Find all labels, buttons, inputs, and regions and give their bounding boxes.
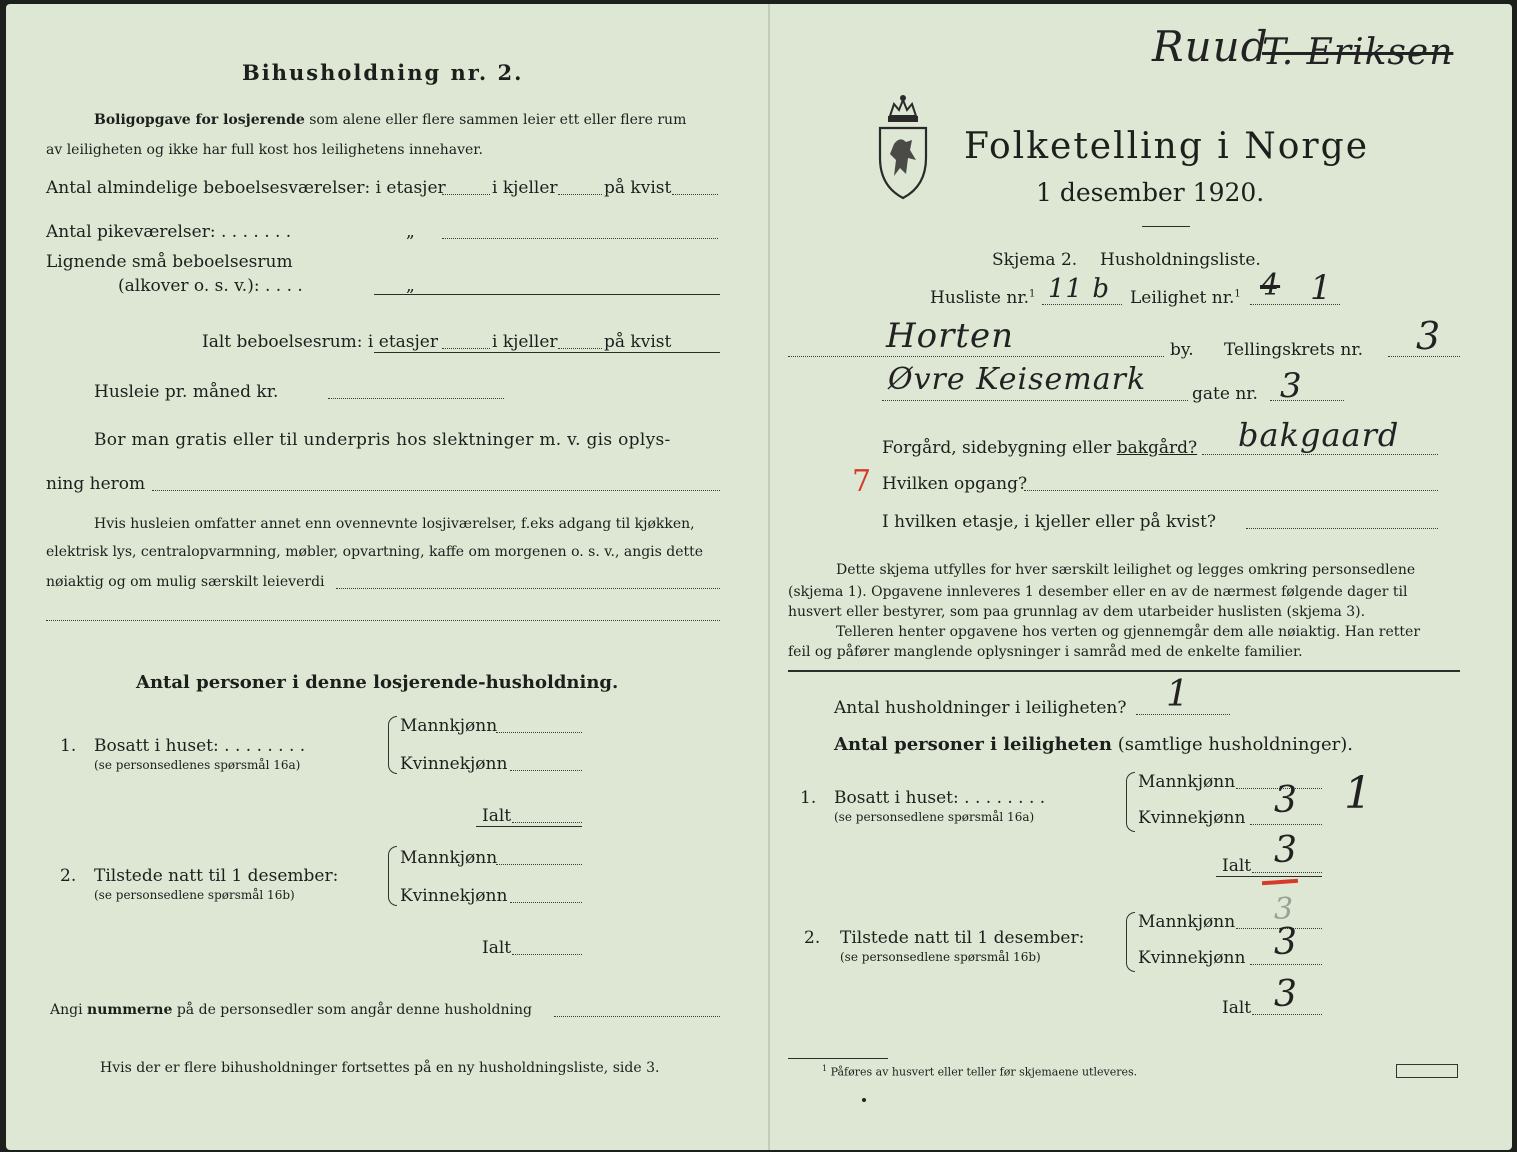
total-attic-label: på kvist — [604, 332, 672, 352]
hw-by: Horten — [886, 316, 1015, 356]
right-q1-female-field[interactable] — [1250, 824, 1322, 825]
leilighet-label: Leilighet nr.$^1$ — [1130, 288, 1241, 308]
hw-top-struck-name: T. Eriksen — [1262, 32, 1454, 73]
hw-top-name: Ruud — [1152, 22, 1269, 71]
free-line1: Bor man gratis eller til underpris hos slektninger m. v. gis oplys- — [94, 430, 671, 450]
census-form-sheet — [6, 4, 1512, 1150]
left-q1-num: 1. — [60, 736, 77, 756]
rooms-cellar-label: i kjeller — [492, 178, 558, 198]
left-persons-title: Antal personer i denne losjerende-husholdning. — [136, 672, 619, 693]
ink-dot — [862, 1098, 866, 1102]
rent-label: Husleie pr. måned kr. — [94, 382, 279, 402]
rooms-attic-label: på kvist — [604, 178, 672, 198]
title-rule — [1142, 226, 1190, 227]
left-q1-male-label: Mannkjønn — [400, 716, 498, 736]
similar-rooms-label-2: (alkover o. s. v.): . . . . — [118, 276, 303, 296]
left-q1-brace — [388, 716, 397, 774]
red-correction-mark — [1262, 879, 1298, 886]
similar-rooms-field[interactable] — [374, 294, 720, 295]
note-field[interactable] — [336, 588, 720, 589]
left-q2-sub: (se personsedlene spørsmål 16b) — [94, 888, 295, 902]
left-q2-male-field[interactable] — [496, 864, 582, 865]
left-q2-female-field[interactable] — [510, 902, 582, 903]
page-fold — [768, 4, 770, 1150]
left-q2-male-label: Mannkjønn — [400, 848, 498, 868]
similar-rooms-label-1: Lignende små beboelsesrum — [46, 252, 293, 272]
total-rooms-label: Ialt beboelsesrum: i etasjer — [202, 332, 438, 352]
instructions-4: Telleren henter opgavene hos verten og gjennemgår dem alle nøiaktig. Han retter — [836, 624, 1421, 640]
by-label: by. — [1170, 340, 1194, 360]
hw-entrance-mark: 7 — [852, 464, 873, 499]
footnote-rule — [788, 1058, 888, 1059]
instructions-2: (skjema 1). Opgavene innleveres 1 desember eller en av de nærmest følgende dager til — [788, 584, 1408, 600]
right-q1-total-field[interactable] — [1252, 872, 1322, 873]
numbers-angi: Angi — [50, 1002, 83, 1018]
left-intro-line2: av leiligheten og ikke har full kost hos leilighetens innehaver. — [46, 142, 483, 158]
note-line1: Hvis husleien omfatter annet enn ovennevnte losjiværelser, f.eks adgang til kjøkken, — [94, 516, 695, 532]
left-q1-total-underline — [476, 826, 582, 827]
hw-krets: 3 — [1416, 314, 1442, 358]
census-date: 1 desember 1920. — [1036, 178, 1265, 207]
building-label — [882, 438, 1197, 458]
hw-gate: Øvre Keisemark — [888, 362, 1147, 397]
right-q1-female-label: Kvinnekjønn — [1138, 808, 1246, 828]
hw-q1-total: 3 — [1274, 830, 1298, 871]
hw-q2-male-struck: 3 — [1274, 892, 1295, 927]
right-q2-brace — [1126, 912, 1135, 972]
instructions-rule — [788, 670, 1460, 672]
rooms-label: Antal almindelige beboelsesværelser: i etasjer — [46, 178, 446, 198]
numbers-bold: nummerne — [87, 1002, 173, 1018]
printer-stamp — [1396, 1064, 1458, 1078]
free-field[interactable] — [152, 490, 720, 491]
right-title: Folketelling i Norge — [964, 126, 1369, 167]
husliste-field[interactable] — [1042, 304, 1122, 305]
right-persons-bold: Antal personer i leiligheten — [834, 734, 1112, 755]
right-q2-num: 2. — [804, 928, 821, 948]
hw-leilighet: 1 — [1310, 268, 1333, 308]
by-field[interactable] — [788, 356, 1164, 357]
left-q1-male-field[interactable] — [496, 732, 582, 733]
numbers-field[interactable] — [554, 1016, 720, 1017]
maid-rooms-label: Antal pikeværelser: . . . . . . . — [46, 222, 292, 242]
left-q1-total-label: Ialt — [482, 806, 512, 826]
left-q2-brace — [388, 846, 397, 906]
right-q2-female-field[interactable] — [1250, 964, 1322, 965]
left-q1-female-field[interactable] — [510, 770, 582, 771]
instructions-5: feil og påfører manglende oplysninger i samråd med de enkelte familier. — [788, 644, 1303, 660]
more-households-note: Hvis der er flere bihusholdninger fortsettes på en ny husholdningsliste, side 3. — [100, 1060, 660, 1076]
floor-label: I hvilken etasje, i kjeller eller på kvist? — [882, 512, 1217, 532]
left-q1-label: Bosatt i huset: . . . . . . . . — [94, 736, 306, 756]
hw-leilighet-struck: 4 — [1260, 268, 1281, 303]
numbers-rest: på de personsedler som angår denne husholdning — [176, 1002, 532, 1018]
footnote-text: Påføres av husvert eller teller før skjemaene utleveres. — [830, 1065, 1138, 1079]
hw-q2-female: 3 — [1274, 922, 1298, 963]
instructions-1: Dette skjema utfylles for hver særskilt leilighet og legges omkring personsedlene — [836, 562, 1416, 578]
left-q2-total-label: Ialt — [482, 938, 512, 958]
right-q1-sub: (se personsedlene spørsmål 16a) — [834, 810, 1035, 824]
right-persons-title — [834, 734, 1353, 755]
left-q1-sub: (se personsedlenes spørsmål 16a) — [94, 758, 301, 772]
schema-label: Skjema 2. — [992, 250, 1078, 270]
hw-households: 1 — [1166, 674, 1190, 715]
right-q1-total-underline — [1216, 876, 1322, 877]
total-rooms-underline — [374, 352, 720, 353]
rooms-floor-field[interactable] — [442, 194, 490, 195]
krets-label: Tellingskrets nr. — [1224, 340, 1364, 360]
husliste-label: Husliste nr.$^1$ — [930, 288, 1036, 308]
hw-q1-side-mark: 1 — [1344, 768, 1373, 819]
left-title: Bihusholdning nr. 2. — [242, 60, 524, 85]
norway-coat-of-arms-icon — [872, 94, 934, 204]
right-q2-sub: (se personsedlene spørsmål 16b) — [840, 950, 1041, 964]
left-q1-total-field[interactable] — [512, 822, 582, 823]
building-underlined: bakgård? — [1116, 438, 1198, 458]
entrance-field[interactable] — [1024, 490, 1438, 491]
numbers-line — [50, 1002, 532, 1018]
maid-ditto: „ — [406, 222, 415, 242]
left-q2-female-label: Kvinnekjønn — [400, 886, 508, 906]
floor-field[interactable] — [1246, 528, 1438, 529]
right-q2-label: Tilstede natt til 1 desember: — [840, 928, 1085, 948]
hw-husliste: 11 b — [1048, 274, 1110, 304]
right-q2-total-label: Ialt — [1222, 998, 1252, 1018]
right-q1-total-label: Ialt — [1222, 856, 1252, 876]
rooms-attic-field[interactable] — [672, 194, 718, 195]
gate-label: gate nr. — [1192, 384, 1258, 404]
left-q1-female-label: Kvinnekjønn — [400, 754, 508, 774]
total-floor-field[interactable] — [442, 348, 490, 349]
hw-gate-nr: 3 — [1280, 366, 1303, 406]
right-q2-male-label: Mannkjønn — [1138, 912, 1236, 932]
rooms-cellar-field[interactable] — [558, 194, 602, 195]
right-q1-label: Bosatt i huset: . . . . . . . . — [834, 788, 1046, 808]
husliste-label-text: Husliste nr. — [930, 288, 1030, 308]
leilighet-label-text: Leilighet nr. — [1130, 288, 1235, 308]
left-q2-label: Tilstede natt til 1 desember: — [94, 866, 339, 886]
total-cellar-field[interactable] — [558, 348, 602, 349]
rent-field[interactable] — [328, 398, 504, 399]
similar-ditto: „ — [406, 276, 415, 296]
left-q2-total-field[interactable] — [512, 954, 582, 955]
building-field[interactable] — [1202, 454, 1438, 455]
hw-building: bakgaard — [1238, 416, 1400, 454]
entrance-label: Hvilken opgang? — [882, 474, 1028, 494]
gate-field[interactable] — [882, 400, 1188, 401]
free-line2: ning herom — [46, 474, 146, 494]
note-field-2[interactable] — [46, 620, 720, 621]
footnote: $^1$ Påføres av husvert eller teller før skjemaene utleveres. — [822, 1064, 1138, 1079]
right-q1-male-label: Mannkjønn — [1138, 772, 1236, 792]
right-q2-female-label: Kvinnekjønn — [1138, 948, 1246, 968]
schema-type: Husholdningsliste. — [1100, 250, 1261, 270]
hw-q2-total: 3 — [1274, 974, 1298, 1015]
note-line2: elektrisk lys, centralopvarmning, møbler, opvartning, kaffe om morgenen o. s. v., angis dette — [46, 544, 704, 560]
note-line3: nøiaktig og om mulig særskilt leieverdi — [46, 574, 325, 590]
building-label-text: Forgård, sidebygning eller — [882, 438, 1112, 458]
maid-rooms-field[interactable] — [442, 238, 718, 239]
left-q2-num: 2. — [60, 866, 77, 886]
households-label: Antal husholdninger i leiligheten? — [834, 698, 1127, 718]
right-persons-rest: (samtlige husholdninger). — [1117, 734, 1354, 755]
left-intro-line1 — [94, 112, 686, 128]
total-cellar-label: i kjeller — [492, 332, 558, 352]
instructions-3: husvert eller bestyrer, som paa grunnlag av dem utarbeider huslisten (skjema 3). — [788, 604, 1366, 620]
intro-bold: Boligopgave for losjerende — [94, 112, 305, 128]
right-q1-brace — [1126, 772, 1135, 832]
intro-rest: som alene eller flere sammen leier ett eller flere rum — [309, 112, 687, 128]
right-q1-num: 1. — [800, 788, 817, 808]
hw-q1-female: 3 — [1274, 780, 1298, 821]
